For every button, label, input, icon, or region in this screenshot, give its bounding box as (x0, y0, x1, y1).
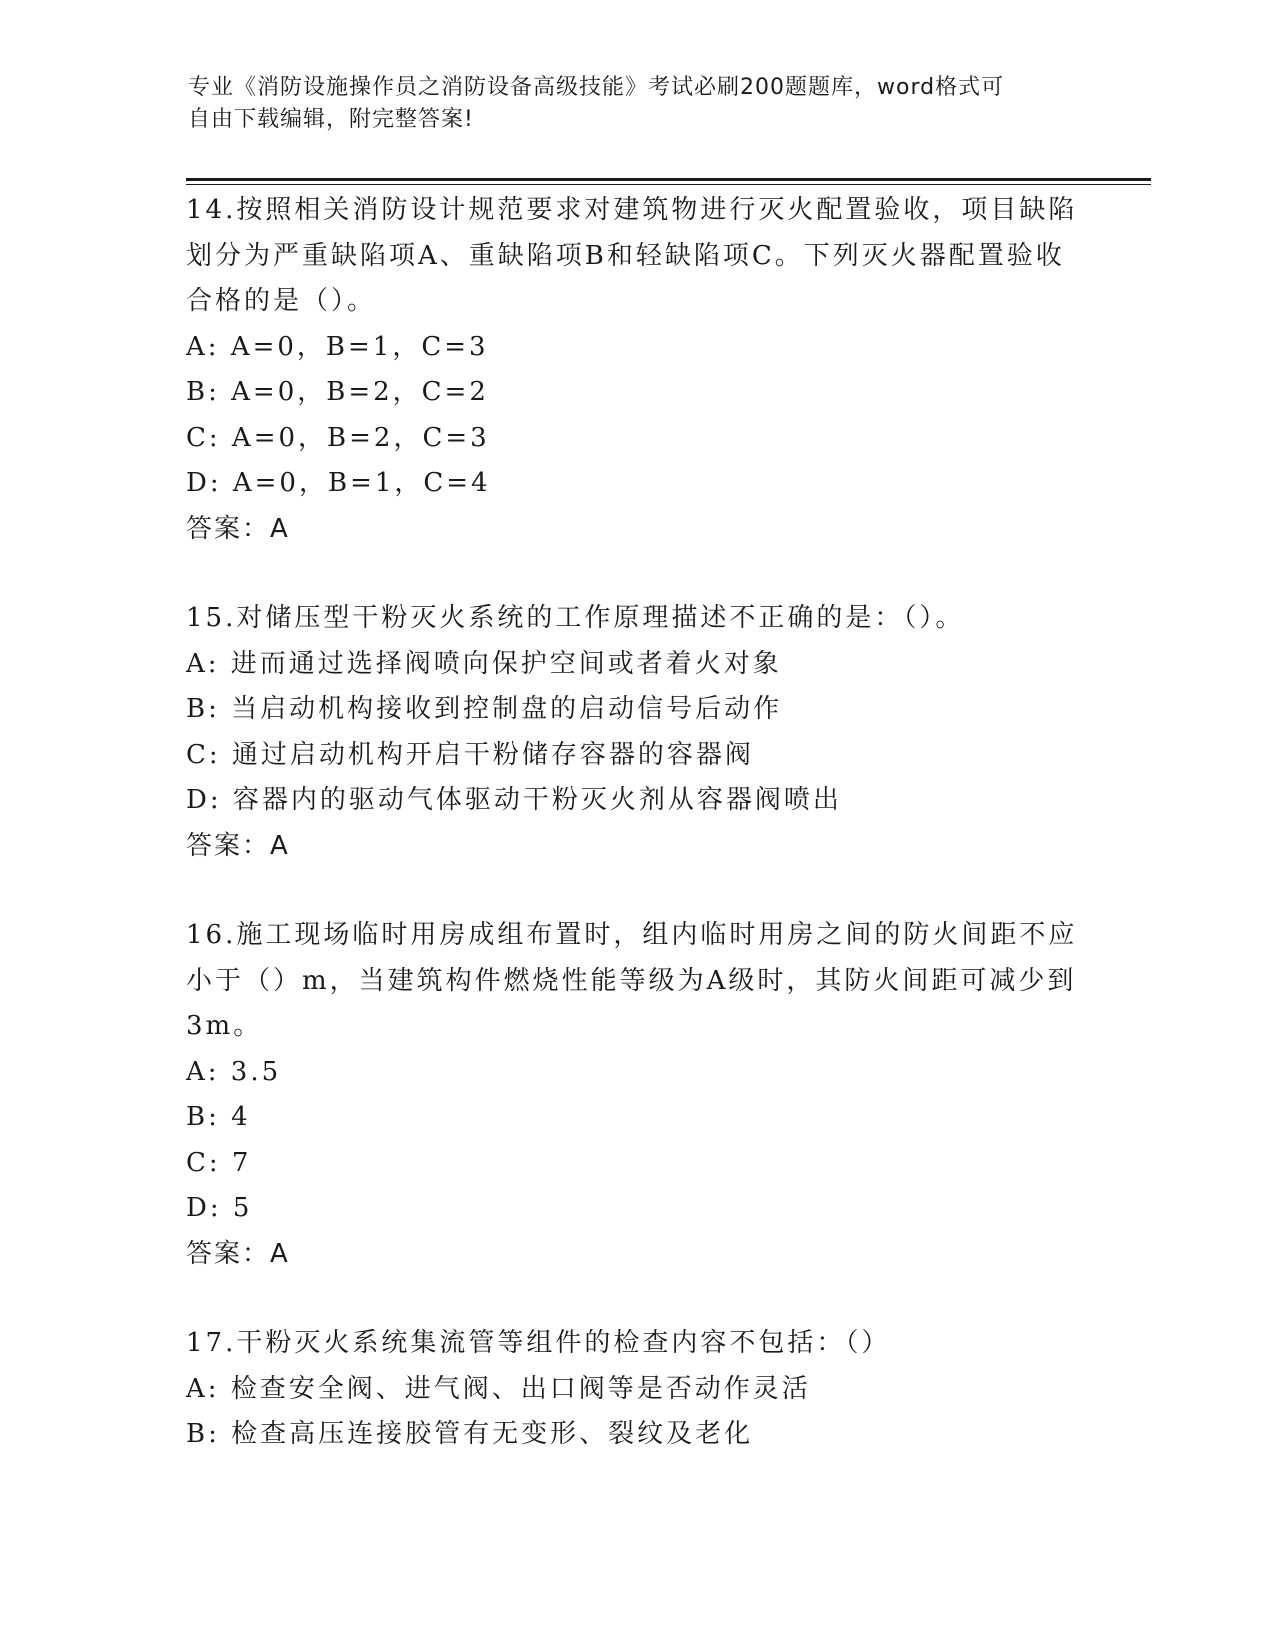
question-16 (186, 913, 1086, 1277)
option-d: D: A=0，B=1，C=4 (186, 468, 491, 498)
option-d: D: 容器内的驱动气体驱动干粉灭火剂从容器阀喷出 (186, 785, 842, 815)
option-d: D: 5 (186, 1193, 253, 1223)
stem-line: 3m。 (186, 1011, 263, 1041)
stem-line: 合格的是（）。 (186, 286, 377, 316)
option-a: A: 进而通过选择阀喷向保护空间或者着火对象 (186, 648, 782, 679)
document-header (188, 72, 1068, 136)
question-stem (186, 913, 1086, 1050)
question-stem (186, 1321, 1086, 1367)
stem-line: 小于（）m，当建筑构件燃烧性能等级为A级时，其防火间距可减少到 (186, 965, 1077, 996)
option-a: A: 检查安全阀、进气阀、出口阀等是否动作灵活 (186, 1373, 811, 1404)
stem-line: 17.干粉灭火系统集流管等组件的检查内容不包括：（） (186, 1328, 891, 1358)
header-line-2: 自由下载编辑，附完整答案! (188, 107, 474, 132)
question-stem (186, 596, 1086, 642)
option-b: B: 4 (186, 1102, 251, 1132)
question-15 (186, 596, 1086, 869)
stem-line: 划分为严重缺陷项A、重缺陷项B和轻缺陷项C。下列灭火器配置验收 (186, 240, 1065, 271)
header-rule-thin (186, 184, 1151, 185)
question-list (186, 188, 1086, 1502)
answer-line: 答案：A (186, 830, 290, 861)
header-rule-thick (186, 178, 1151, 181)
stem-line: 15.对储压型干粉灭火系统的工作原理描述不正确的是：（）。 (186, 603, 965, 633)
answer-line: 答案：A (186, 513, 290, 544)
option-b: B: 检查高压连接胶管有无变形、裂纹及老化 (186, 1419, 754, 1449)
option-a: A: A=0，B=1，C=3 (186, 331, 489, 362)
stem-line: 14.按照相关消防设计规范要求对建筑物进行灭火配置验收，项目缺陷 (186, 195, 1078, 225)
option-b: B: 当启动机构接收到控制盘的启动信号后动作 (186, 694, 783, 724)
header-line-1: 专业《消防设施操作员之消防设备高级技能》考试必刷200题题库，word格式可 (188, 75, 1005, 100)
question-17 (186, 1321, 1086, 1458)
question-14 (186, 188, 1086, 552)
option-b: B: A=0，B=2，C=2 (186, 377, 489, 407)
stem-line: 16.施工现场临时用房成组布置时，组内临时用房之间的防火间距不应 (186, 920, 1078, 950)
answer-line: 答案：A (186, 1238, 290, 1269)
question-stem (186, 188, 1086, 325)
option-c: C: A=0，B=2，C=3 (186, 422, 490, 453)
option-a: A: 3.5 (186, 1056, 282, 1087)
option-c: C: 7 (186, 1147, 252, 1178)
option-c: C: 通过启动机构开启干粉储存容器的容器阀 (186, 739, 754, 770)
